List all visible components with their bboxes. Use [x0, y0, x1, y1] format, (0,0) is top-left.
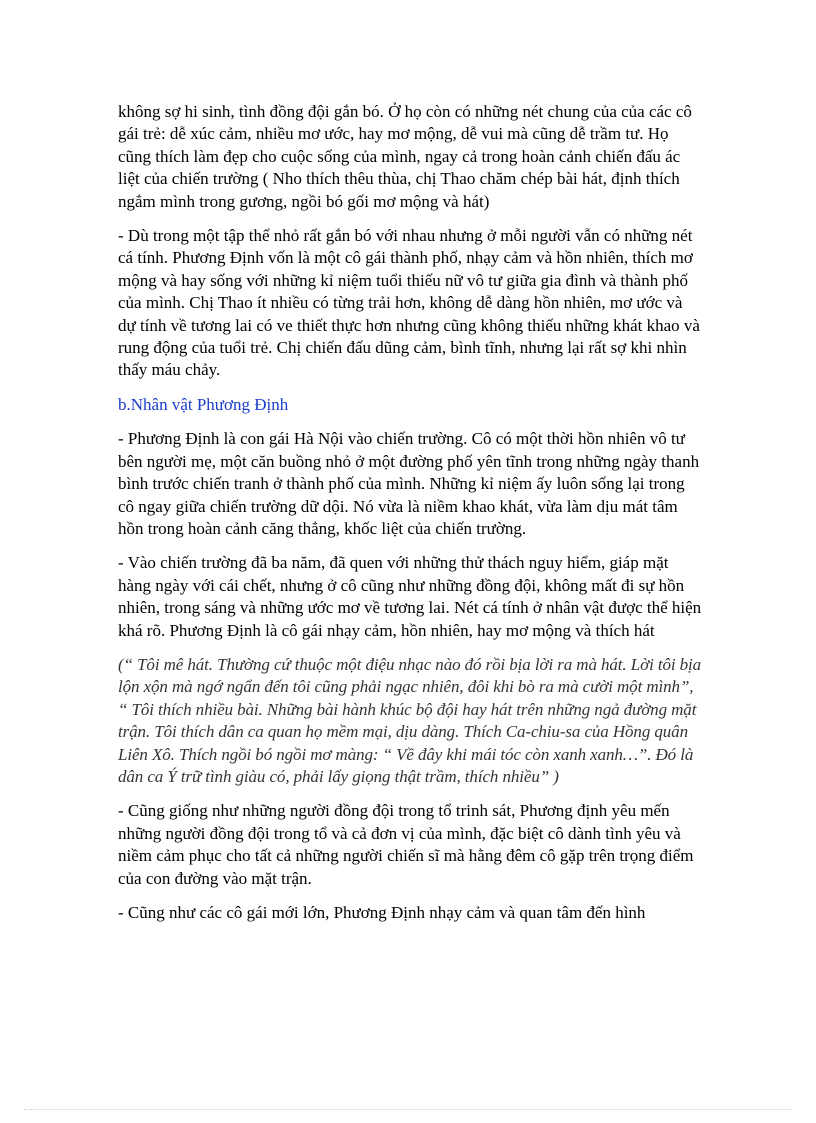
paragraph-3: - Phương Định là con gái Hà Nội vào chiến trường. Cô có một thời hồn nhiên vô tư bên người mẹ, một căn buồng nhỏ ở một đường phố yên tĩnh trong những ngày thanh bình trước chiến tranh ở thành phố của mình. Những kỉ niệm ấy luôn sống lại trong cô ngay giữa chiến trường dữ dội. Nó vừa là niềm khao khát, vừa làm dịu mát tâm hồn trong hoàn cảnh căng thẳng, khốc liệt của chiến trường.: [118, 429, 700, 538]
paragraph-6: - Cũng như các cô gái mới lớn, Phương Định nhạy cảm và quan tâm đến hình: [118, 903, 646, 922]
quote-paragraph: (“ Tôi mê hát. Thường cứ thuộc một điệu nhạc nào đó rồi bịa lời ra mà hát. Lời tôi bịa lộn xộn mà ngớ ngẩn đến tôi cũng phải ngạc nhiên, đôi khi bò ra mà cười một mình”, “ Tôi thích nhiều bài. Những bài hành khúc bộ đội hay hát trên những ngả đường mặt trận. Tôi thích dân ca quan họ mềm mại, dịu dàng. Thích Ca-chiu-sa của Hồng quân Liên Xô. Thích ngồi bó ngồi mơ màng: “ Về đây khi mái tóc còn xanh xanh…”. Đó là dân ca Ý trữ tình giàu có, phải lấy giọng thật trầm, thích nhiều” ): [118, 654, 702, 786]
paragraph-5: - Cũng giống như những người đồng đội trong tổ trinh sát, Phương định yêu mến những người đồng đội trong tổ và cả đơn vị của mình, đặc biệt cô dành tình yêu và niềm cảm phục cho tất cả những người chiến sĩ mà hằng đêm cô gặp trên trọng điểm của con đường vào mặt trận.: [118, 801, 694, 888]
page-bottom-divider: [24, 1109, 792, 1110]
paragraph-4: - Vào chiến trường đã ba năm, đã quen với những thử thách nguy hiểm, giáp mặt hàng ngày với cái chết, nhưng ở cô cũng như những đồng đội, không mất đi sự hồn nhiên, trong sáng và những ước mơ về tương lai. Nét cá tính ở nhân vật được thể hiện khá rõ. Phương Định là cô gái nhạy cảm, hồn nhiên, hay mơ mộng và thích hát: [118, 553, 702, 640]
paragraph-1: không sợ hi sinh, tình đồng đội gắn bó. Ở họ còn có những nét chung của của các cô gái trẻ: dễ xúc cảm, nhiều mơ ước, hay mơ mộng, dễ vui mà cũng dễ trầm tư. Họ cũng thích làm đẹp cho cuộc sống của mình, ngay cả trong hoàn cảnh chiến đấu ác liệt của chiến trường ( Nho thích thêu thùa, chị Thao chăm chép bài hát, định thích ngắm mình trong gương, ngồi bó gối mơ mộng và hát): [118, 102, 692, 211]
section-heading: b.Nhân vật Phương Định: [118, 394, 289, 414]
document-page: [118, 101, 704, 936]
paragraph-2: - Dù trong một tập thể nhỏ rất gắn bó với nhau nhưng ở mỗi người vẫn có những nét cá tính. Phương Định vốn là một cô gái thành phố, nhạy cảm và hồn nhiên, thích mơ mộng và hay sống với những kỉ niệm tuổi thiếu nữ vô tư giữa gia đình và thành phố của mình. Chị Thao ít nhiều có từng trải hơn, không dễ dàng hồn nhiên, mơ ước và dự tính về tương lai có ve thiết thực hơn nhưng cũng không thiếu những khát khao và rung động của tuổi trẻ. Chị chiến đấu dũng cảm, bình tĩnh, nhưng lại rất sợ khi nhìn thấy máu chảy.: [118, 226, 700, 380]
